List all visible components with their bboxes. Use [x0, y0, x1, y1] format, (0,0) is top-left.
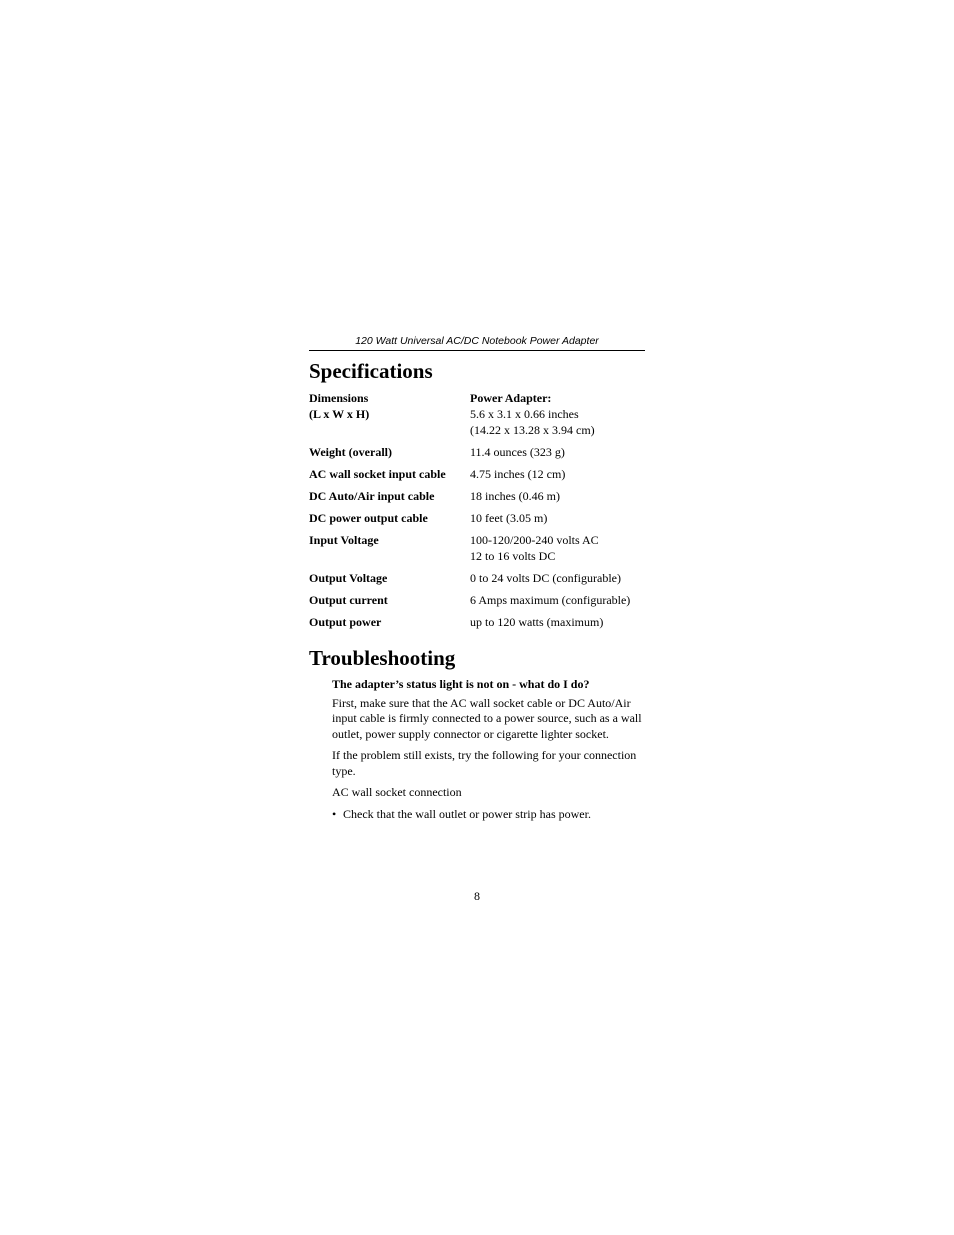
troubleshooting-paragraph: First, make sure that the AC wall socket cable or DC Auto/Air input cable is firmly connected to a power source, such as a wall outlet, power supply connector or cigarette lighter socket. — [332, 695, 642, 741]
running-header: 120 Watt Universal AC/DC Notebook Power Adapter — [309, 334, 645, 351]
spec-row — [309, 438, 645, 460]
spec-label: AC wall socket input cable — [309, 467, 446, 481]
spec-row — [309, 608, 645, 630]
spec-row — [309, 548, 645, 564]
document-page — [309, 334, 645, 822]
specifications-heading: Specifications — [309, 359, 433, 383]
spec-value: 12 to 16 volts DC — [470, 549, 556, 563]
page-number: 8 — [474, 889, 480, 903]
spec-value: 100-120/200-240 volts AC — [470, 533, 599, 547]
spec-label — [309, 422, 470, 438]
spec-label: DC Auto/Air input cable — [309, 489, 435, 503]
spec-value: 0 to 24 volts DC (configurable) — [470, 571, 621, 585]
spec-row — [309, 460, 645, 482]
spec-value: 6 Amps maximum (configurable) — [470, 593, 631, 607]
specifications-table — [309, 390, 645, 630]
spec-value: 5.6 x 3.1 x 0.66 inches — [470, 407, 579, 421]
spec-label: Weight (overall) — [309, 445, 392, 459]
spec-value: Power Adapter: — [470, 391, 552, 405]
spec-label: Dimensions — [309, 391, 369, 405]
spec-label: DC power output cable — [309, 511, 428, 525]
spec-row — [309, 526, 645, 548]
spec-row — [309, 422, 645, 438]
spec-row — [309, 406, 645, 422]
spec-label — [309, 548, 470, 564]
troubleshooting-heading: Troubleshooting — [309, 646, 456, 670]
spec-row — [309, 482, 645, 504]
spec-value: 18 inches (0.46 m) — [470, 489, 560, 503]
spec-label: Input Voltage — [309, 533, 379, 547]
spec-value: 4.75 inches (12 cm) — [470, 467, 566, 481]
spec-value: up to 120 watts (maximum) — [470, 615, 604, 629]
spec-row — [309, 586, 645, 608]
spec-row — [309, 390, 645, 406]
bullet-item — [332, 807, 645, 823]
spec-value: (14.22 x 13.28 x 3.94 cm) — [470, 423, 595, 437]
troubleshooting-section — [332, 677, 645, 822]
spec-label: (L x W x H) — [309, 407, 370, 421]
bullet-text: Check that the wall outlet or power strip has power. — [343, 806, 591, 821]
troubleshooting-question: The adapter’s status light is not on - what do I do? — [332, 677, 590, 691]
spec-label: Output power — [309, 615, 382, 629]
spec-row — [309, 504, 645, 526]
spec-label: Output Voltage — [309, 571, 388, 585]
spec-value: 11.4 ounces (323 g) — [470, 445, 565, 459]
troubleshooting-paragraph: If the problem still exists, try the following for your connection type. — [332, 748, 637, 778]
bullet-icon: • — [332, 806, 337, 821]
spec-label: Output current — [309, 593, 388, 607]
troubleshooting-subheading: AC wall socket connection — [332, 785, 462, 799]
spec-row — [309, 564, 645, 586]
spec-value: 10 feet (3.05 m) — [470, 511, 548, 525]
